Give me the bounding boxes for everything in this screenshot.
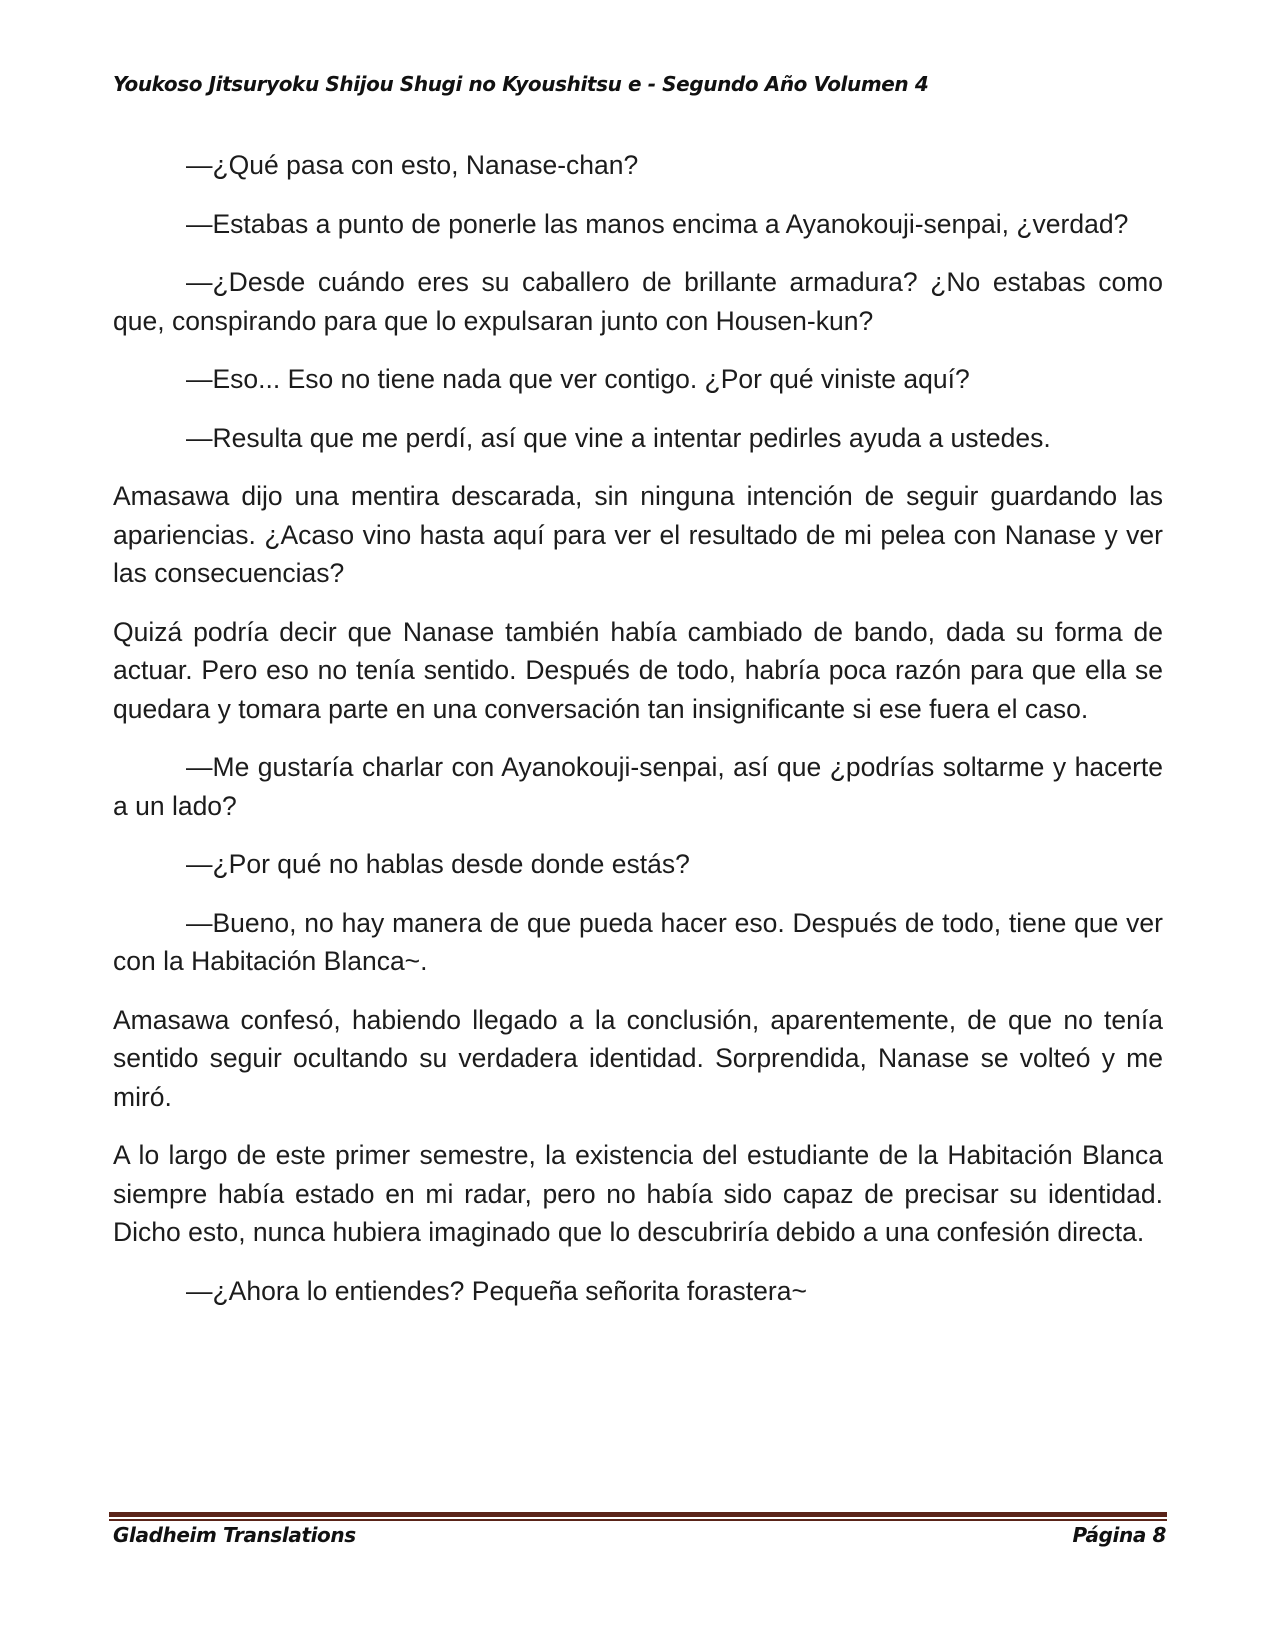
footer-page-number: Página 8 <box>1072 1523 1166 1547</box>
paragraph-dialogue: —Eso... Eso no tiene nada que ver contigo. ¿Por qué viniste aquí? <box>186 364 970 394</box>
paragraph-narration: A lo largo de este primer semestre, la existencia del estudiante de la Habitación Blanca siempre había estado en mi radar, pero no había sido capaz de precisar su identidad. Dicho esto, nunca hubiera imaginado que lo descubriría debido a una confesión directa. <box>113 1140 1163 1247</box>
paragraph-dialogue: —Estabas a punto de ponerle las manos encima a Ayanokouji-senpai, ¿verdad? <box>186 208 1129 239</box>
paragraph-dialogue: —¿Qué pasa con esto, Nanase-chan? <box>186 150 639 180</box>
footer-publisher: Gladheim Translations <box>113 1523 356 1547</box>
paragraph-dialogue: —Bueno, no hay manera de que pueda hacer eso. Después de todo, tiene que ver con la Habitación Blanca~. <box>113 907 1163 976</box>
paragraph-narration: Quizá podría decir que Nanase también había cambiado de bando, dada su forma de actuar. Pero eso no tenía sentido. Después de todo, habría poca razón para que ella se quedara y tomara parte en una conversación tan insignificante si ese fuera el caso. <box>113 616 1163 724</box>
footer-divider-thin <box>109 1519 1167 1521</box>
footer-divider <box>109 1512 1167 1521</box>
paragraph-dialogue: —Me gustaría charlar con Ayanokouji-senpai, así que ¿podrías soltarme y hacerte a un lado? <box>113 752 1163 821</box>
paragraph-narration: Amasawa dijo una mentira descarada, sin ninguna intención de seguir guardando las apariencias. ¿Acaso vino hasta aquí para ver el resultado de mi pelea con Nanase y ver las consecuencias? <box>113 481 1163 588</box>
paragraph-dialogue: —¿Por qué no hablas desde donde estás? <box>186 849 690 879</box>
paragraph-dialogue: —Resulta que me perdí, así que vine a intentar pedirles ayuda a ustedes. <box>186 422 1051 453</box>
running-header: Youkoso Jitsuryoku Shijou Shugi no Kyoushitsu e - Segundo Año Volumen 4 <box>113 72 929 96</box>
paragraph-narration: Amasawa confesó, habiendo llegado a la conclusión, aparentemente, de que no tenía sentido seguir ocultando su verdadera identidad. Sorprendida, Nanase se volteó y me miró. <box>113 1004 1163 1112</box>
body-text <box>113 146 1163 1330</box>
paragraph-dialogue: —¿Ahora lo entiendes? Pequeña señorita forastera~ <box>186 1275 807 1306</box>
paragraph-dialogue: —¿Desde cuándo eres su caballero de brillante armadura? ¿No estabas como que, conspirando para que lo expulsaran junto con Housen-kun? <box>113 267 1163 336</box>
